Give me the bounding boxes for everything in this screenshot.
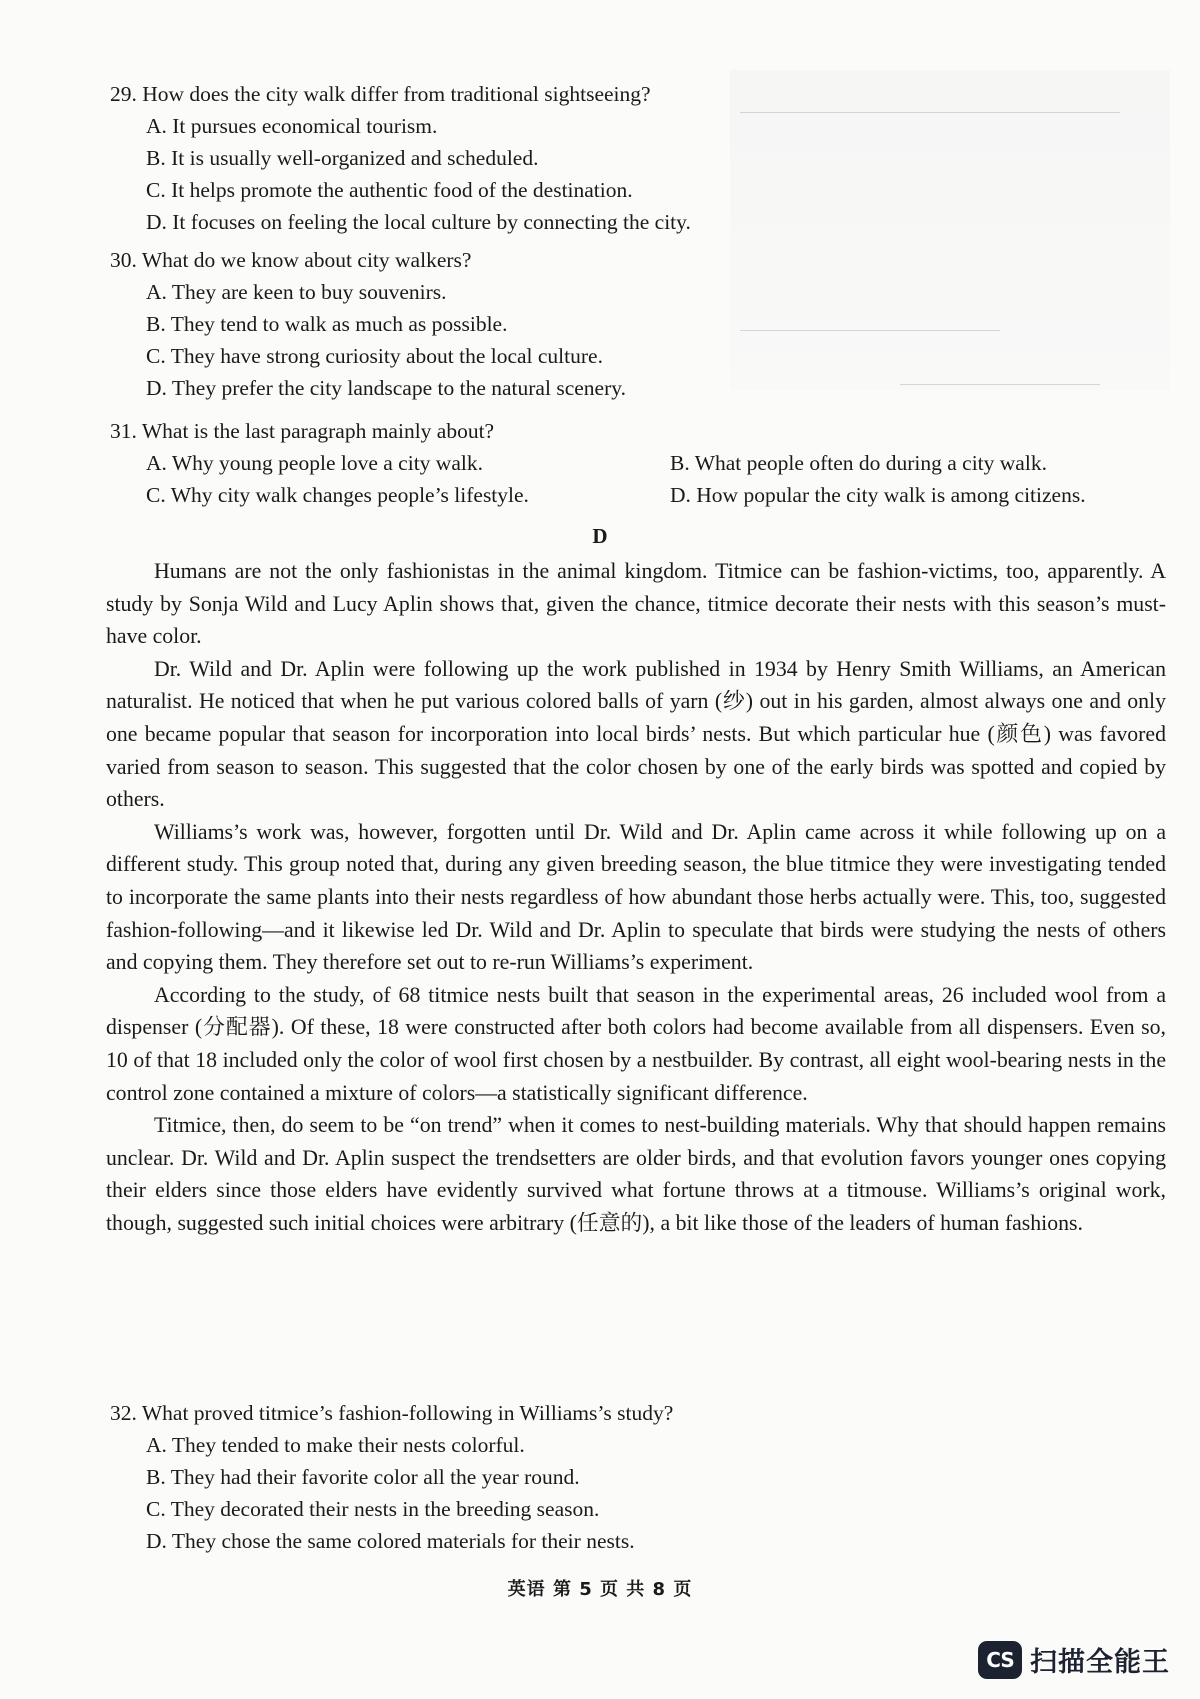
question-30 xyxy=(110,245,1170,404)
question-29 xyxy=(110,79,1170,238)
option-b: B. They had their favorite color all the year round. xyxy=(146,1465,580,1489)
paragraph: Titmice, then, do seem to be “on trend” when it comes to nest-building materials. Why that should happen remains unclear. Dr. Wild and Dr. Aplin suspect the trendsetters are older birds, and that evolution favors younger ones copying their elders since those elders have evidently survived what fortune throws at a titmouse. Williams’s original work, though, suggested such initial choices were arbitrary (任意的), a bit like those of the leaders of human fashions. xyxy=(106,1113,1166,1235)
question-32 xyxy=(110,1398,1170,1557)
scanner-watermark xyxy=(978,1640,1170,1679)
question-stem: 32. What proved titmice’s fashion-following in Williams’s study? xyxy=(110,1401,674,1425)
option-c: C. They decorated their nests in the breeding season. xyxy=(146,1497,600,1521)
reading-passage xyxy=(106,555,1166,1239)
option-c: C. They have strong curiosity about the local culture. xyxy=(146,344,603,368)
option-a: A. They tended to make their nests colorful. xyxy=(146,1433,525,1457)
question-stem: 29. How does the city walk differ from traditional sightseeing? xyxy=(110,82,651,106)
page-footer: 英语 第 5 页 共 8 页 xyxy=(507,1579,693,1600)
option-a: A. It pursues economical tourism. xyxy=(146,114,438,138)
paragraph: According to the study, of 68 titmice nests built that season in the experimental areas, 26 included wool from a dispenser (分配器). Of these, 18 were constructed after both colors had become available from all dispensers. Even so, 10 of that 18 included only the color of wool first chosen by a nestbuilder. By contrast, all eight wool-bearing nests in the control zone contained a mixture of colors—a statistically significant difference. xyxy=(106,982,1166,1105)
paragraph: Williams’s work was, however, forgotten until Dr. Wild and Dr. Aplin came across it while following up on a different study. This group noted that, during any given breeding season, the blue titmice they were investigating tended to incorporate the same plants into their nests regardless of how abundant those herbs actually were. This, too, suggested fashion-following—and it likewise led Dr. Wild and Dr. Aplin to speculate that birds were studying the nests of others and copying them. They therefore set out to re-run Williams’s experiment. xyxy=(106,819,1166,975)
option-a: A. They are keen to buy souvenirs. xyxy=(146,280,447,304)
question-stem: 31. What is the last paragraph mainly about? xyxy=(110,419,495,443)
question-stem: 30. What do we know about city walkers? xyxy=(110,248,472,272)
question-31 xyxy=(110,416,1170,511)
options-row xyxy=(110,479,1170,511)
option-a: A. Why young people love a city walk. xyxy=(146,451,483,475)
paragraph: Dr. Wild and Dr. Aplin were following up the work published in 1934 by Henry Smith Williams, an American naturalist. He noticed that when he put various colored balls of yarn (纱) out in his garden, almost always one and only one became popular that season for incorporation into local birds’ nests. But which particular hue (颜色) was favored varied from season to season. This suggested that the color chosen by one of the early birds was spotted and copied by others. xyxy=(106,656,1166,812)
option-d: D. They chose the same colored materials for their nests. xyxy=(146,1529,635,1553)
option-c: C. It helps promote the authentic food of the destination. xyxy=(146,178,633,202)
watermark-text: 扫描全能王 xyxy=(1030,1647,1170,1678)
option-b: B. They tend to walk as much as possible. xyxy=(146,312,508,336)
options-row xyxy=(110,447,1170,479)
paragraph: Humans are not the only fashionistas in the animal kingdom. Titmice can be fashion-victims, too, apparently. A study by Sonja Wild and Lucy Aplin shows that, given the chance, titmice decorate their nests with this season’s must-have color. xyxy=(106,559,1166,649)
option-b: B. It is usually well-organized and scheduled. xyxy=(146,146,539,170)
option-b: B. What people often do during a city walk. xyxy=(670,451,1047,475)
option-d: D. How popular the city walk is among citizens. xyxy=(670,483,1086,507)
option-d: D. It focuses on feeling the local culture by connecting the city. xyxy=(146,210,691,234)
section-letter: D xyxy=(592,524,608,548)
option-c: C. Why city walk changes people’s lifestyle. xyxy=(146,483,529,507)
option-d: D. They prefer the city landscape to the natural scenery. xyxy=(146,376,626,400)
camscanner-logo-icon: CS xyxy=(978,1641,1022,1679)
